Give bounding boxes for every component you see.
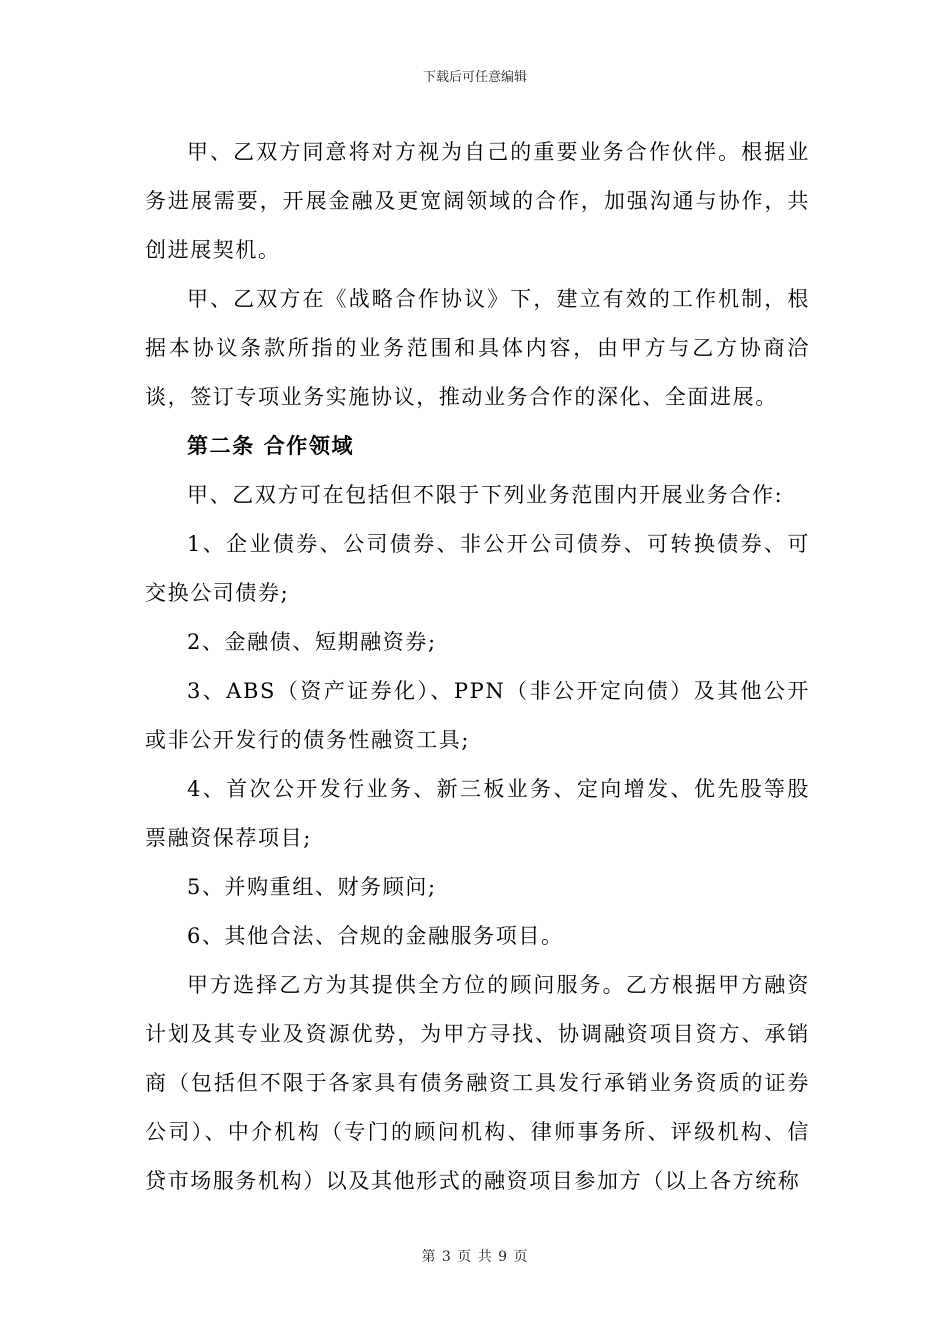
list-item-5: 5、并购重组、财务顾问; <box>187 875 437 899</box>
document-body <box>145 128 810 1206</box>
paragraph-cooperation-partners: 甲、乙双方同意将对方视为自己的重要业务合作伙伴。根据业务进展需要，开展金融及更宽阔领域的合作，加强沟通与协作，共创进展契机。 <box>145 140 810 262</box>
list-item-6: 6、其他合法、合规的金融服务项目。 <box>187 924 564 948</box>
list-item-2: 2、金融债、短期融资券; <box>187 630 437 654</box>
section-heading-article-2: 第二条 合作领域 <box>187 434 355 458</box>
list-item-4: 4、首次公开发行业务、新三板业务、定向增发、优先股等股票融资保荐项目; <box>145 777 810 850</box>
page-number-footer: 第 3 页 共 9 页 <box>421 1249 529 1265</box>
list-item-1: 1、企业债券、公司债券、非公开公司债券、可转换债券、可交换公司债券; <box>145 532 810 605</box>
page-header-note: 下载后可任意编辑 <box>422 70 527 85</box>
paragraph-scope-intro: 甲、乙双方可在包括但不限于下列业务范围内开展业务合作: <box>187 483 784 507</box>
list-item-3: 3、ABS（资产证券化）、PPN（非公开定向债）及其他公开或非公开发行的债务性融资工具; <box>145 679 810 752</box>
paragraph-working-mechanism: 甲、乙双方在《战略合作协议》下，建立有效的工作机制，根据本协议条款所指的业务范围和具体内容，由甲方与乙方协商洽谈，签订专项业务实施协议，推动业务合作的深化、全面进展。 <box>145 287 810 409</box>
paragraph-advisory-services: 甲方选择乙方为其提供全方位的顾问服务。乙方根据甲方融资计划及其专业及资源优势，为甲方寻找、协调融资项目资方、承销商（包括但不限于各家具有债务融资工具发行承销业务资质的证券公司）、中介机构（专门的顾问机构、律师事务所、评级机构、信贷市场服务机构）以及其他形式的融资项目参加方（以上各方统称 <box>145 973 810 1193</box>
